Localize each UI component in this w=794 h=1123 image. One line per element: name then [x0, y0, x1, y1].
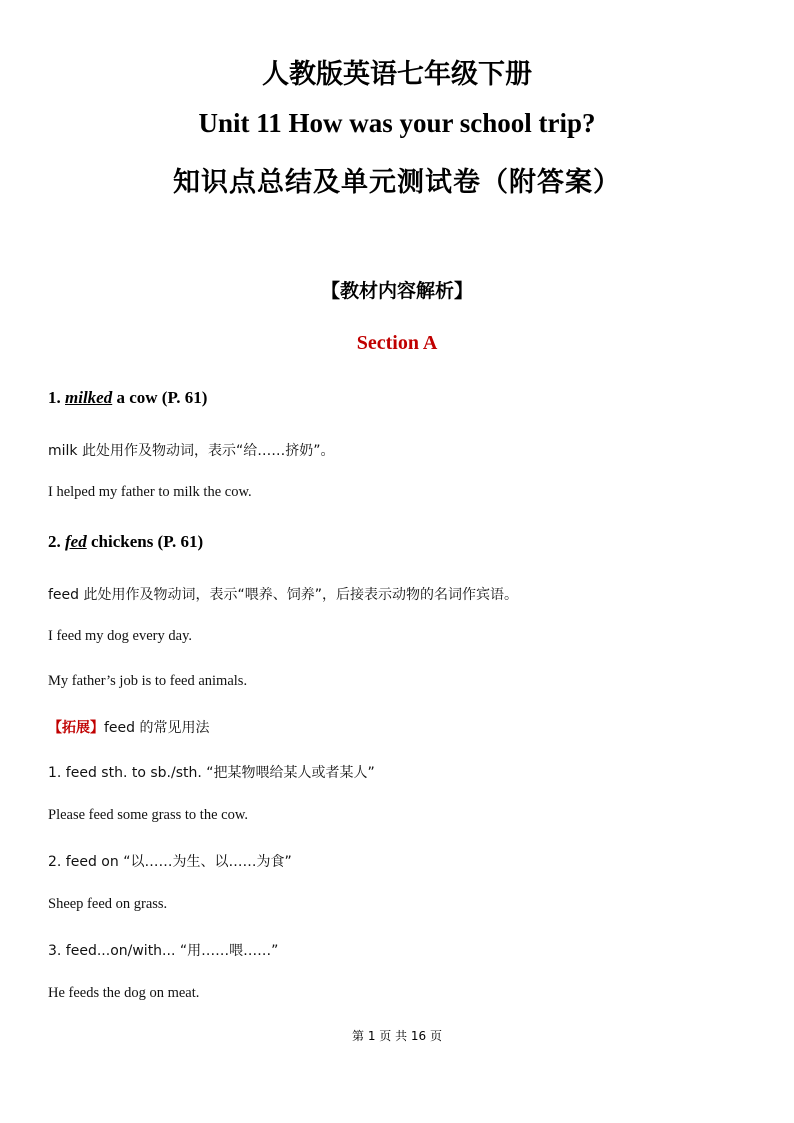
- item-2-example-1: I feed my dog every day.: [48, 628, 193, 644]
- item-2-heading: [48, 532, 203, 552]
- page-footer: 第 1 页 共 16 页: [352, 1029, 442, 1043]
- item-keyword: milked: [65, 388, 113, 407]
- title-line-3: 知识点总结及单元测试卷（附答案）: [173, 167, 621, 198]
- item-2-example-2: My father’s job is to feed animals.: [48, 673, 248, 689]
- item-1-heading: [48, 388, 207, 408]
- item-keyword: fed: [65, 532, 87, 551]
- content-analysis-heading: 【教材内容解析】: [320, 280, 473, 302]
- item-number: 1.: [48, 388, 65, 407]
- extension-text: feed 的常见用法: [104, 720, 210, 736]
- title-line-1: 人教版英语七年级下册: [262, 59, 532, 90]
- section-title: Section A: [356, 332, 438, 354]
- title-line-2: Unit 11 How was your school trip?: [198, 108, 596, 138]
- usage-1-pattern: 1. feed sth. to sb./sth. “把某物喂给某人或者某人”: [48, 765, 375, 781]
- usage-1-example: Please feed some grass to the cow.: [48, 807, 248, 823]
- item-heading-rest: a cow (P. 61): [112, 388, 208, 407]
- item-1-explanation: milk 此处用作及物动词，表示“给……挤奶”。: [48, 443, 335, 459]
- item-2-explanation: feed 此处用作及物动词，表示“喂养、饲养”，后接表示动物的名词作宾语。: [48, 587, 518, 603]
- extension-heading: [48, 717, 210, 737]
- usage-2-pattern: 2. feed on “以……为生、以……为食”: [48, 854, 292, 870]
- extension-label: 【拓展】: [48, 720, 104, 736]
- usage-3-example: He feeds the dog on meat.: [48, 985, 200, 1001]
- item-heading-rest: chickens (P. 61): [86, 532, 204, 551]
- item-1-example-1: I helped my father to milk the cow.: [48, 484, 252, 500]
- usage-2-example: Sheep feed on grass.: [48, 896, 168, 912]
- item-number: 2.: [48, 532, 65, 551]
- usage-3-pattern: 3. feed...on/with... “用……喂……”: [48, 943, 279, 959]
